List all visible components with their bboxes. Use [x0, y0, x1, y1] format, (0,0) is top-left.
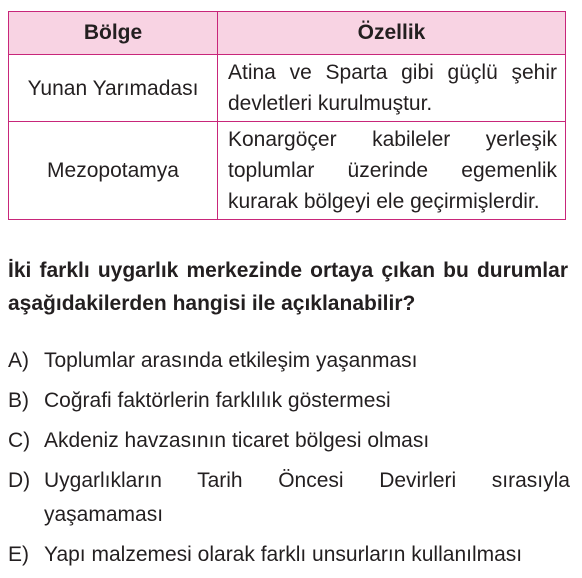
option-text: Toplumlar arasında etkileşim yaşanması: [44, 349, 418, 372]
table-header: [9, 12, 566, 55]
option-c[interactable]: [8, 424, 570, 458]
feature-cell: Atina ve Sparta gibi güçlü şehir devletleri kurulmuştur.: [218, 55, 566, 122]
answer-options: [8, 344, 570, 578]
region-cell: [9, 122, 218, 220]
header-feature: Özellik: [218, 12, 566, 55]
option-label: A): [8, 349, 29, 372]
table-row: [9, 122, 566, 220]
option-label: C): [8, 429, 31, 452]
option-text: Uygarlıkların Tarih Öncesi Devirleri sırasıyla yaşamaması: [44, 469, 570, 526]
region-feature-table: [8, 11, 566, 220]
option-label: E): [8, 543, 29, 566]
question-text: İki farklı uygarlık merkezinde ortaya çıkan bu durumlar aşağıdakilerden hangisi ile açıklanabilir?: [8, 259, 568, 315]
region-name: Yunan Yarımadası: [27, 76, 199, 100]
option-text: Coğrafi faktörlerin farklılık göstermesi: [44, 389, 391, 412]
region-name: Mezopotamya: [47, 159, 179, 182]
table-header-row: [9, 12, 566, 55]
option-a[interactable]: [8, 344, 570, 378]
option-label: D): [8, 469, 31, 492]
option-d[interactable]: [8, 464, 570, 532]
option-text: Yapı malzemesi olarak farklı unsurların kullanılması: [44, 543, 523, 566]
header-region: Bölge: [9, 12, 218, 55]
option-b[interactable]: [8, 384, 570, 418]
feature-cell: Konargöçer kabileler yerleşik toplumlar üzerinde egemenlik kurarak bölgeyi ele geçirmişlerdir.: [218, 122, 566, 220]
option-e[interactable]: [8, 538, 570, 572]
option-text: Akdeniz havzasının ticaret bölgesi olması: [44, 429, 430, 452]
option-label: B): [8, 389, 29, 412]
region-cell: [9, 55, 218, 122]
table-row: [9, 55, 566, 122]
